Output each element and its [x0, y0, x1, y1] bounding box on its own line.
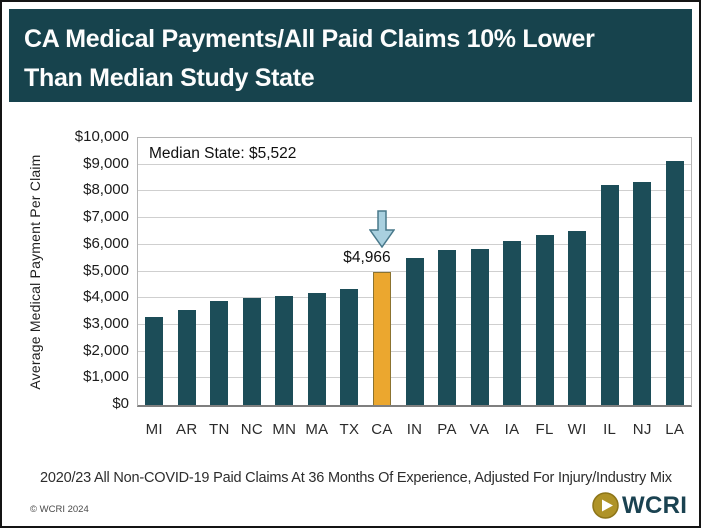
bar-MN	[275, 296, 293, 405]
y-tick-label: $6,000	[83, 234, 129, 252]
bar-IA	[503, 241, 521, 405]
x-axis-label-WI: WI	[567, 421, 587, 438]
bar-TN	[210, 301, 228, 405]
bar-AR	[178, 310, 196, 405]
gridline	[138, 164, 691, 165]
bar-LA	[666, 161, 684, 405]
x-axis-label-NJ: NJ	[632, 421, 652, 438]
y-axis-title: Average Medical Payment Per Claim	[27, 154, 43, 390]
y-tick-label: $0	[112, 395, 129, 412]
y-tick-label: $4,000	[83, 288, 129, 306]
x-axis-label-TX: TX	[339, 421, 360, 438]
x-axis-label-CA: CA	[371, 421, 393, 438]
x-axis-label-IL: IL	[603, 421, 617, 438]
plot-area	[137, 137, 692, 438]
bar-PA	[438, 250, 456, 405]
bar-MA	[308, 293, 326, 405]
x-axis-label-FL: FL	[535, 421, 554, 438]
bar-FL	[536, 235, 554, 405]
x-axis-label-AR: AR	[176, 421, 198, 438]
x-axis-label-MA: MA	[305, 421, 329, 438]
y-tick-label: $10,000	[74, 128, 129, 145]
x-axis-label-TN: TN	[209, 421, 230, 438]
x-axis-label-MI: MI	[145, 421, 163, 438]
x-axis-label-LA: LA	[665, 421, 685, 438]
slide-title-bar	[9, 9, 692, 102]
x-axis-label-PA: PA	[437, 421, 457, 438]
y-tick-label: $7,000	[83, 208, 129, 226]
bar-CA	[373, 272, 391, 405]
y-tick-label: $2,000	[83, 341, 129, 359]
wcri-logo	[592, 492, 687, 519]
bar-NC	[243, 298, 261, 405]
x-axis-label-MN: MN	[272, 421, 297, 438]
y-axis-ticks	[39, 128, 129, 412]
copyright: © WCRI 2024	[30, 504, 89, 515]
y-tick-label: $3,000	[83, 314, 129, 332]
bar-WI	[568, 231, 586, 405]
wcri-logo-text: WCRI	[622, 492, 688, 519]
page-title-line1: CA Medical Payments/All Paid Claims 10% Lower	[24, 25, 595, 53]
bar-NJ	[633, 182, 651, 405]
y-tick-label: $8,000	[83, 181, 129, 199]
page-title	[9, 9, 692, 98]
wcri-logo-icon	[592, 492, 619, 519]
bar-IN	[406, 258, 424, 405]
page-title-line2: Than Median Study State	[24, 64, 315, 92]
x-axis-label-NC: NC	[240, 421, 263, 438]
footnote: 2020/23 All Non-COVID-19 Paid Claims At 36 Months Of Experience, Adjusted For Injury/Industry Mix	[40, 470, 672, 486]
bar-IL	[601, 185, 619, 405]
y-tick-label: $5,000	[83, 261, 129, 279]
x-axis-label-IN: IN	[406, 421, 423, 438]
y-tick-label: $1,000	[83, 368, 129, 386]
bar-TX	[340, 289, 358, 405]
y-tick-label: $9,000	[83, 154, 129, 172]
bar-VA	[471, 249, 489, 405]
median-state-note: Median State: $5,522	[149, 145, 297, 162]
bar-MI	[145, 317, 163, 405]
down-arrow-icon	[369, 210, 395, 248]
x-axis-label-VA: VA	[469, 421, 490, 438]
x-axis-label-IA: IA	[504, 421, 520, 438]
highlight-value-label: $4,966	[343, 249, 391, 266]
